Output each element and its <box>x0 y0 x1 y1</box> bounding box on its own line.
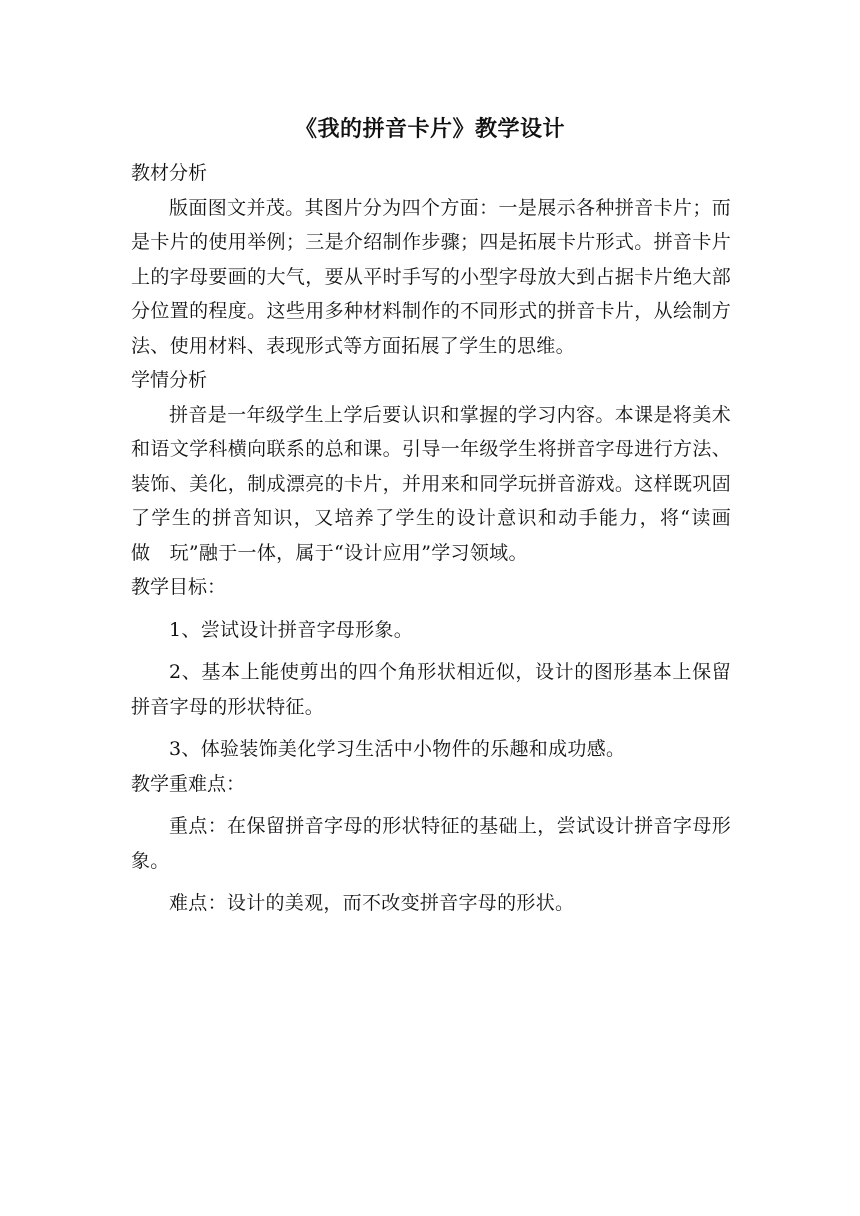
goal-item: 1、尝试设计拼音字母形象。 <box>169 618 413 641</box>
document-title: 《我的拼音卡片》教学设计 <box>294 116 565 142</box>
section-heading: 教材分析 <box>131 162 208 184</box>
section-key-difficulties <box>131 767 731 921</box>
section-paragraph: 版面图文并茂。其图片分为四个方面：一是展示各种拼音卡片；而是卡片的使用举例；三是介绍制作步骤；四是拓展卡片形式。拼音卡片上的字母要画的大气，要从平时手写的小型字母放大到占据卡片绝大部分位置的程度。这些用多种材料制作的不同形式的拼音卡片，从绘制方法、使用材料、表现形式等方面拓展了学生的思维。 <box>131 196 731 357</box>
key-point: 重点：在保留拼音字母的形状特征的基础上，尝试设计拼音字母形象。 <box>131 815 731 872</box>
difficult-point: 难点：设计的美观，而不改变拼音字母的形状。 <box>169 892 575 914</box>
section-heading: 教学重难点： <box>131 772 246 795</box>
section-teaching-goals <box>131 570 731 767</box>
section-heading: 教学目标： <box>131 576 227 598</box>
section-paragraph: 拼音是一年级学生上学后要认识和掌握的学习内容。本课是将美术和语文学科横向联系的总和课。引导一年级学生将拼音字母进行方法、装饰、美化，制成漂亮的卡片，并用来和同学玩拼音游戏。这样既巩固了学生的拼音知识，又培养了学生的设计意识和动手能力，将“读画 做 玩”融于一体，属于“设计应用”学习领域。 <box>131 403 751 564</box>
goal-item: 3、体验装饰美化学习生活中小物件的乐趣和成功感。 <box>169 738 626 760</box>
section-student-analysis <box>131 363 751 570</box>
section-textbook-analysis <box>131 156 731 363</box>
document-body <box>131 156 751 921</box>
section-heading: 学情分析 <box>131 369 208 391</box>
goal-item: 2、基本上能使剪出的四个角形状相近似，设计的图形基本上保留拼音字母的形状特征。 <box>131 661 731 718</box>
